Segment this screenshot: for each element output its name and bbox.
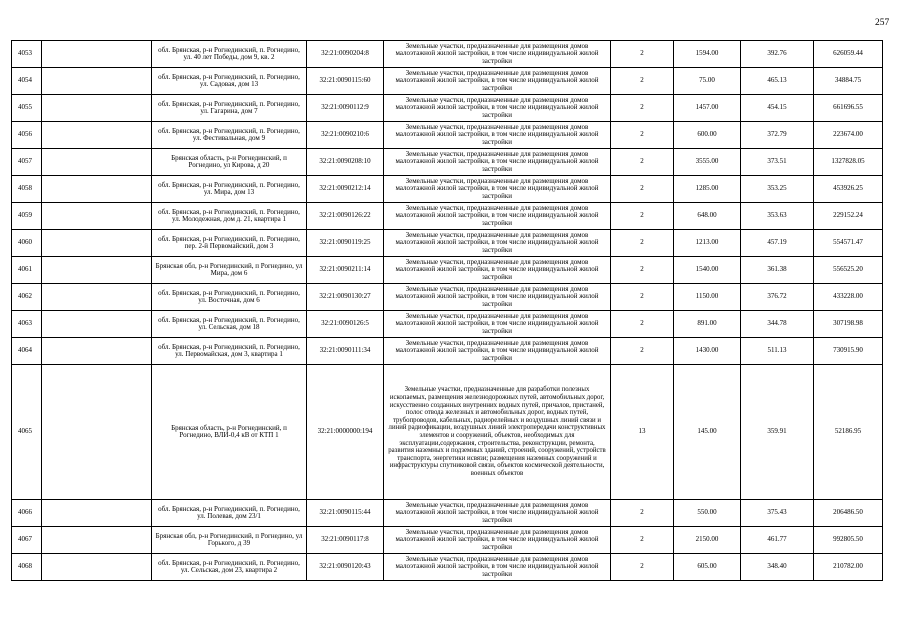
row-number-cell: 4066 bbox=[12, 500, 42, 527]
row-number-cell: 4059 bbox=[12, 203, 42, 230]
address-cell: обл. Брянская, р-н Рогнединский, п. Рогнедино, ул. Молодежная, дом д. 21, квартира 1 bbox=[152, 203, 307, 230]
cadastral-value-cell: 626059.44 bbox=[814, 41, 883, 68]
address-cell: обл. Брянская, р-н Рогнединский, п. Рогнедино, ул. Полевая, дом 23/1 bbox=[152, 500, 307, 527]
cadastral-number-cell: 32:21:0090115:60 bbox=[307, 68, 384, 95]
group-code-cell: 2 bbox=[611, 41, 674, 68]
cadastral-number-cell: 32:21:0090119:25 bbox=[307, 230, 384, 257]
cadastral-value-cell: 223674.00 bbox=[814, 122, 883, 149]
group-code-cell: 2 bbox=[611, 554, 674, 581]
land-use-cell: Земельные участки, предназначенные для размещения домов малоэтажной жилой застройки, в том числе индивидуальной жилой застройки bbox=[384, 500, 611, 527]
cadastral-number-cell: 32:21:0090130:27 bbox=[307, 284, 384, 311]
cadastral-value-cell: 433228.00 bbox=[814, 284, 883, 311]
blank-cell bbox=[42, 68, 152, 95]
row-number-cell: 4067 bbox=[12, 527, 42, 554]
cadastral-number-cell: 32:21:0090126:5 bbox=[307, 311, 384, 338]
table-row bbox=[12, 257, 883, 284]
table-row bbox=[12, 230, 883, 257]
unit-value-cell: 465.13 bbox=[741, 68, 814, 95]
group-code-cell: 2 bbox=[611, 95, 674, 122]
group-code-cell: 2 bbox=[611, 203, 674, 230]
unit-value-cell: 454.15 bbox=[741, 95, 814, 122]
table-row bbox=[12, 122, 883, 149]
unit-value-cell: 372.79 bbox=[741, 122, 814, 149]
cadastral-value-cell: 52186.95 bbox=[814, 365, 883, 500]
cadastral-value-cell: 210782.00 bbox=[814, 554, 883, 581]
address-cell: Брянская область, р-н Рогнединский, п Рогнедино, ул Кирова, д 20 bbox=[152, 149, 307, 176]
land-use-cell: Земельные участки, предназначенные для размещения домов малоэтажной жилой застройки, в том числе индивидуальной жилой застройки bbox=[384, 41, 611, 68]
group-code-cell: 2 bbox=[611, 122, 674, 149]
row-number-cell: 4054 bbox=[12, 68, 42, 95]
unit-value-cell: 457.19 bbox=[741, 230, 814, 257]
cadastral-number-cell: 32:21:0090111:34 bbox=[307, 338, 384, 365]
table-row bbox=[12, 311, 883, 338]
cadastral-value-cell: 229152.24 bbox=[814, 203, 883, 230]
row-number-cell: 4068 bbox=[12, 554, 42, 581]
table-row bbox=[12, 41, 883, 68]
group-code-cell: 2 bbox=[611, 230, 674, 257]
land-use-cell: Земельные участки, предназначенные для размещения домов малоэтажной жилой застройки, в том числе индивидуальной жилой застройки bbox=[384, 527, 611, 554]
blank-cell bbox=[42, 95, 152, 122]
cadastral-value-cell: 730915.90 bbox=[814, 338, 883, 365]
table-row bbox=[12, 500, 883, 527]
unit-value-cell: 344.78 bbox=[741, 311, 814, 338]
row-number-cell: 4061 bbox=[12, 257, 42, 284]
cadastral-number-cell: 32:21:0090115:44 bbox=[307, 500, 384, 527]
address-cell: обл. Брянская, р-н Рогнединский, п. Рогнедино, ул. Фестивальная, дом 9 bbox=[152, 122, 307, 149]
area-cell: 1213.00 bbox=[674, 230, 741, 257]
area-cell: 75.00 bbox=[674, 68, 741, 95]
unit-value-cell: 373.51 bbox=[741, 149, 814, 176]
table-row bbox=[12, 527, 883, 554]
area-cell: 1430.00 bbox=[674, 338, 741, 365]
unit-value-cell: 461.77 bbox=[741, 527, 814, 554]
unit-value-cell: 359.91 bbox=[741, 365, 814, 500]
group-code-cell: 13 bbox=[611, 365, 674, 500]
page-number: 257 bbox=[875, 18, 890, 28]
cadastral-number-cell: 32:21:0090204:8 bbox=[307, 41, 384, 68]
row-number-cell: 4065 bbox=[12, 365, 42, 500]
area-cell: 605.00 bbox=[674, 554, 741, 581]
cadastral-value-cell: 992805.50 bbox=[814, 527, 883, 554]
table-row bbox=[12, 68, 883, 95]
table-row bbox=[12, 338, 883, 365]
address-cell: обл. Брянская, р-н Рогнединский, п. Рогнедино, ул. Сельская, дом 18 bbox=[152, 311, 307, 338]
cadastral-number-cell: 32:21:0090117:8 bbox=[307, 527, 384, 554]
blank-cell bbox=[42, 554, 152, 581]
cadastral-value-cell: 554571.47 bbox=[814, 230, 883, 257]
group-code-cell: 2 bbox=[611, 176, 674, 203]
area-cell: 3555.00 bbox=[674, 149, 741, 176]
cadastral-number-cell: 32:21:0090120:43 bbox=[307, 554, 384, 581]
cadastral-number-cell: 32:21:0090210:6 bbox=[307, 122, 384, 149]
table-row bbox=[12, 365, 883, 500]
cadastral-value-cell: 206486.50 bbox=[814, 500, 883, 527]
table-row bbox=[12, 149, 883, 176]
area-cell: 145.00 bbox=[674, 365, 741, 500]
blank-cell bbox=[42, 41, 152, 68]
unit-value-cell: 511.13 bbox=[741, 338, 814, 365]
group-code-cell: 2 bbox=[611, 311, 674, 338]
blank-cell bbox=[42, 365, 152, 500]
blank-cell bbox=[42, 311, 152, 338]
table-row bbox=[12, 176, 883, 203]
row-number-cell: 4056 bbox=[12, 122, 42, 149]
address-cell: Брянская обл, р-н Рогнединский, п Рогнедино, ул Мира, дом 6 bbox=[152, 257, 307, 284]
cadastral-number-cell: 32:21:0090112:9 bbox=[307, 95, 384, 122]
area-cell: 1150.00 bbox=[674, 284, 741, 311]
cadastral-number-cell: 32:21:0090212:14 bbox=[307, 176, 384, 203]
group-code-cell: 2 bbox=[611, 527, 674, 554]
land-use-cell: Земельные участки, предназначенные для размещения домов малоэтажной жилой застройки, в том числе индивидуальной жилой застройки bbox=[384, 68, 611, 95]
table-row bbox=[12, 554, 883, 581]
unit-value-cell: 348.40 bbox=[741, 554, 814, 581]
land-use-cell: Земельные участки, предназначенные для размещения домов малоэтажной жилой застройки, в том числе индивидуальной жилой застройки bbox=[384, 338, 611, 365]
cadastral-number-cell: 32:21:0090211:14 bbox=[307, 257, 384, 284]
area-cell: 2150.00 bbox=[674, 527, 741, 554]
land-use-cell: Земельные участки, предназначенные для размещения домов малоэтажной жилой застройки, в том числе индивидуальной жилой застройки bbox=[384, 311, 611, 338]
cadastral-value-cell: 661696.55 bbox=[814, 95, 883, 122]
land-use-cell: Земельные участки, предназначенные для размещения домов малоэтажной жилой застройки, в том числе индивидуальной жилой застройки bbox=[384, 257, 611, 284]
land-use-cell: Земельные участки, предназначенные для размещения домов малоэтажной жилой застройки, в том числе индивидуальной жилой застройки bbox=[384, 284, 611, 311]
address-cell: обл. Брянская, р-н Рогнединский, п. Рогнедино, ул. Садовая, дом 13 bbox=[152, 68, 307, 95]
address-cell: обл. Брянская, р-н Рогнединский, п. Рогнедино, ул. Восточная, дом 6 bbox=[152, 284, 307, 311]
row-number-cell: 4062 bbox=[12, 284, 42, 311]
unit-value-cell: 353.25 bbox=[741, 176, 814, 203]
row-number-cell: 4058 bbox=[12, 176, 42, 203]
blank-cell bbox=[42, 176, 152, 203]
cadastral-number-cell: 32:21:0090208:10 bbox=[307, 149, 384, 176]
area-cell: 1457.00 bbox=[674, 95, 741, 122]
table-body bbox=[12, 41, 883, 581]
group-code-cell: 2 bbox=[611, 257, 674, 284]
land-use-cell: Земельные участки, предназначенные для разработки полезных ископаемых, размещения железнодорожных путей, автомобильных дорог, искусственно созданных внутренних водных путей, причалов, пристаней, полос отвода железных и автомобильных дорог, водных путей, трубопроводов, кабельных, радиорелейных и воздушных линий связи и линий радиофикации, воздушных линий электропередачи конструктивных элементов и сооружений, объектов, необходимых для эксплуатации,содержания, строительства, реконструкции, ремонта, развития наземных и подземных зданий, строений, сооружений, устройств транспорта, энергетики исвязи; размещения наземных сооружений и инфраструктуры спутниковой связи, объектов космической деятельности, военных объектов bbox=[384, 365, 611, 500]
cadastral-value-table bbox=[11, 40, 883, 581]
land-use-cell: Земельные участки, предназначенные для размещения домов малоэтажной жилой застройки, в том числе индивидуальной жилой застройки bbox=[384, 176, 611, 203]
area-cell: 600.00 bbox=[674, 122, 741, 149]
address-cell: обл. Брянская, р-н Рогнединский, п. Рогнедино, ул. Первомайская, дом 3, квартира 1 bbox=[152, 338, 307, 365]
cadastral-value-cell: 34884.75 bbox=[814, 68, 883, 95]
unit-value-cell: 392.76 bbox=[741, 41, 814, 68]
blank-cell bbox=[42, 203, 152, 230]
unit-value-cell: 361.38 bbox=[741, 257, 814, 284]
land-use-cell: Земельные участки, предназначенные для размещения домов малоэтажной жилой застройки, в том числе индивидуальной жилой застройки bbox=[384, 203, 611, 230]
address-cell: обл. Брянская, р-н Рогнединский, п. Рогнедино, ул. Сельская, дом 23, квартира 2 bbox=[152, 554, 307, 581]
address-cell: обл. Брянская, р-н Рогнединский, п. Рогнедино, ул. 40 лет Победы, дом 9, кв. 2 bbox=[152, 41, 307, 68]
group-code-cell: 2 bbox=[611, 338, 674, 365]
group-code-cell: 2 bbox=[611, 284, 674, 311]
area-cell: 1285.00 bbox=[674, 176, 741, 203]
area-cell: 648.00 bbox=[674, 203, 741, 230]
cadastral-value-cell: 556525.20 bbox=[814, 257, 883, 284]
area-cell: 891.00 bbox=[674, 311, 741, 338]
land-use-cell: Земельные участки, предназначенные для размещения домов малоэтажной жилой застройки, в том числе индивидуальной жилой застройки bbox=[384, 122, 611, 149]
unit-value-cell: 353.63 bbox=[741, 203, 814, 230]
unit-value-cell: 375.43 bbox=[741, 500, 814, 527]
table-row bbox=[12, 284, 883, 311]
row-number-cell: 4063 bbox=[12, 311, 42, 338]
blank-cell bbox=[42, 257, 152, 284]
area-cell: 1540.00 bbox=[674, 257, 741, 284]
blank-cell bbox=[42, 527, 152, 554]
unit-value-cell: 376.72 bbox=[741, 284, 814, 311]
area-cell: 1594.00 bbox=[674, 41, 741, 68]
blank-cell bbox=[42, 500, 152, 527]
row-number-cell: 4057 bbox=[12, 149, 42, 176]
row-number-cell: 4064 bbox=[12, 338, 42, 365]
address-cell: Брянская область, р-н Рогнединский, п Рогнедино, ВЛИ-0,4 кВ от КТП 1 bbox=[152, 365, 307, 500]
cadastral-number-cell: 32:21:0090126:22 bbox=[307, 203, 384, 230]
cadastral-value-cell: 1327828.05 bbox=[814, 149, 883, 176]
address-cell: обл. Брянская, р-н Рогнединский, п. Рогнедино, пер. 2-й Первомайский, дом 3 bbox=[152, 230, 307, 257]
land-use-cell: Земельные участки, предназначенные для размещения домов малоэтажной жилой застройки, в том числе индивидуальной жилой застройки bbox=[384, 230, 611, 257]
blank-cell bbox=[42, 338, 152, 365]
table-row bbox=[12, 95, 883, 122]
blank-cell bbox=[42, 230, 152, 257]
table-row bbox=[12, 203, 883, 230]
row-number-cell: 4055 bbox=[12, 95, 42, 122]
land-use-cell: Земельные участки, предназначенные для размещения домов малоэтажной жилой застройки, в том числе индивидуальной жилой застройки bbox=[384, 554, 611, 581]
cadastral-number-cell: 32:21:0000000:194 bbox=[307, 365, 384, 500]
row-number-cell: 4060 bbox=[12, 230, 42, 257]
address-cell: обл. Брянская, р-н Рогнединский, п. Рогнедино, ул. Мира, дом 13 bbox=[152, 176, 307, 203]
cadastral-value-cell: 307198.98 bbox=[814, 311, 883, 338]
blank-cell bbox=[42, 122, 152, 149]
address-cell: обл. Брянская, р-н Рогнединский, п. Рогнедино, ул. Гагарина, дом 7 bbox=[152, 95, 307, 122]
cadastral-value-cell: 453926.25 bbox=[814, 176, 883, 203]
group-code-cell: 2 bbox=[611, 500, 674, 527]
group-code-cell: 2 bbox=[611, 68, 674, 95]
area-cell: 550.00 bbox=[674, 500, 741, 527]
row-number-cell: 4053 bbox=[12, 41, 42, 68]
blank-cell bbox=[42, 149, 152, 176]
address-cell: Брянская обл, р-н Рогнединский, п Рогнедино, ул Горького, д 39 bbox=[152, 527, 307, 554]
land-use-cell: Земельные участки, предназначенные для размещения домов малоэтажной жилой застройки, в том числе индивидуальной жилой застройки bbox=[384, 149, 611, 176]
land-use-cell: Земельные участки, предназначенные для размещения домов малоэтажной жилой застройки, в том числе индивидуальной жилой застройки bbox=[384, 95, 611, 122]
blank-cell bbox=[42, 284, 152, 311]
group-code-cell: 2 bbox=[611, 149, 674, 176]
